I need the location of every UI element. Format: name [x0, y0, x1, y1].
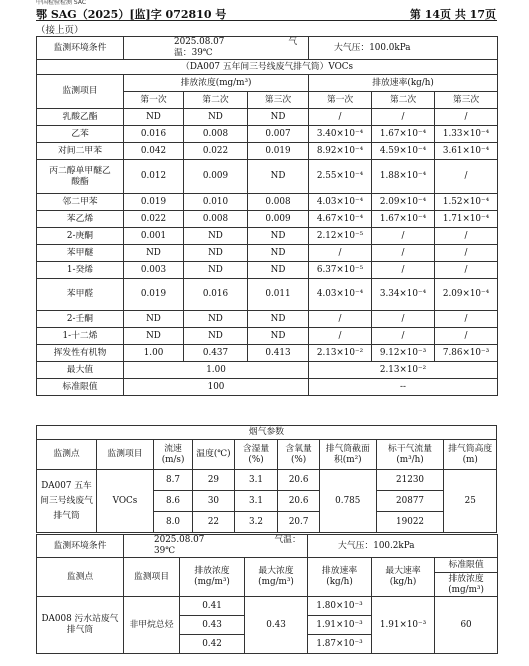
cell-value: 7.86×10⁻³ [435, 345, 498, 362]
cell-value: 0.016 [124, 126, 184, 143]
flue-std: 19022 [376, 512, 444, 533]
cell-value: 0.019 [248, 143, 309, 160]
item-label: 监测项目 [37, 75, 124, 109]
cell-value: / [372, 245, 435, 262]
cell-value: 2.55×10⁻⁴ [309, 160, 372, 194]
cell-value: 0.009 [184, 160, 248, 194]
compound-name: 邻二甲苯 [37, 194, 124, 211]
table-row [37, 262, 498, 279]
h-maxconc: 最大浓度(mg/m³) [245, 558, 308, 597]
table-title: （DA007 五年间三号线废气排气筒）VOCs [37, 60, 498, 75]
compound-name: 对间二甲苯 [37, 143, 124, 160]
flue-flow: 8.6 [153, 491, 192, 512]
cell-value: 3.34×10⁻⁴ [372, 279, 435, 311]
round-header-3: 第一次 [309, 92, 372, 109]
cell-value: / [435, 109, 498, 126]
flue-area: 0.785 [319, 470, 376, 533]
nmhc-item: 非甲烷总烃 [124, 597, 180, 654]
limit-rate: -- [309, 379, 498, 396]
cell-value: 0.007 [248, 126, 309, 143]
nmhc-table [36, 534, 498, 654]
cell-value: / [435, 160, 498, 194]
cell-value: ND [124, 245, 184, 262]
cell-value: ND [248, 328, 309, 345]
cell-value: 0.008 [184, 126, 248, 143]
cell-value: / [372, 311, 435, 328]
cell-value: / [435, 311, 498, 328]
cell-value: ND [124, 109, 184, 126]
nmhc-conc-3: 0.42 [180, 635, 245, 654]
flue-item: VOCs [97, 470, 154, 533]
flue-oxy: 20.6 [278, 470, 320, 491]
compound-name: 挥发性有机物 [37, 345, 124, 362]
flue-header-8: 排气筒高度(m) [444, 440, 497, 470]
cell-value: 1.71×10⁻⁴ [435, 211, 498, 228]
cell-value: / [309, 109, 372, 126]
cell-value: 4.67×10⁻⁴ [309, 211, 372, 228]
cell-value: 4.59×10⁻⁴ [372, 143, 435, 160]
cell-value: / [372, 262, 435, 279]
voc-table [36, 36, 498, 396]
cell-value: ND [248, 109, 309, 126]
h-rate: 排放速率(kg/h) [308, 558, 372, 597]
flue-temp: 30 [193, 491, 235, 512]
cell-value: ND [124, 328, 184, 345]
cell-value: 0.008 [184, 211, 248, 228]
header-rule [36, 20, 497, 21]
table-row [37, 211, 498, 228]
cell-value: 1.67×10⁻⁴ [372, 126, 435, 143]
page-header [36, 4, 496, 20]
cell-value: ND [248, 160, 309, 194]
table-row [37, 228, 498, 245]
cell-value: 2.09×10⁻⁴ [435, 279, 498, 311]
cell-value: 0.001 [124, 228, 184, 245]
compound-name: 丙二醇单甲醚乙酸酯 [37, 160, 124, 194]
max-conc: 1.00 [124, 362, 309, 379]
max-label: 最大值 [37, 362, 124, 379]
h-point: 监测点 [37, 558, 124, 597]
cell-value: 0.413 [248, 345, 309, 362]
flue-header-0: 监测点 [37, 440, 97, 470]
cell-value: ND [248, 262, 309, 279]
table-row [37, 328, 498, 345]
round-header-4: 第二次 [372, 92, 435, 109]
cell-value: / [309, 311, 372, 328]
cell-value: 1.88×10⁻⁴ [372, 160, 435, 194]
cell-value: ND [248, 311, 309, 328]
cell-value: 2.12×10⁻⁵ [309, 228, 372, 245]
flue-height: 25 [444, 470, 497, 533]
table-row [37, 470, 497, 491]
cell-value: 0.042 [124, 143, 184, 160]
nmhc-conc-1: 0.41 [180, 597, 245, 616]
nmhc-limit: 60 [435, 597, 498, 654]
cell-value: 0.019 [124, 279, 184, 311]
cell-value: / [435, 228, 498, 245]
h-item: 监测项目 [124, 558, 180, 597]
cell-value: / [435, 328, 498, 345]
cell-value: 0.009 [248, 211, 309, 228]
rate-label: 排放速率(kg/h) [309, 75, 498, 92]
cell-value: 0.016 [184, 279, 248, 311]
cell-value: 4.03×10⁻⁴ [309, 279, 372, 311]
cell-value: ND [124, 311, 184, 328]
cell-value: / [372, 109, 435, 126]
flue-header-1: 监测项目 [97, 440, 154, 470]
flue-header-2: 流速(m/s) [153, 440, 192, 470]
env-date-2: 2025.08.07 气温：39℃ [124, 535, 308, 558]
flue-header-4: 含湿量(%) [234, 440, 278, 470]
flue-gas-table [36, 425, 497, 533]
flue-header-6: 排气筒截面积(m²) [319, 440, 376, 470]
cell-value: / [309, 328, 372, 345]
env-date: 2025.08.07 气温：39℃ [124, 37, 309, 60]
nmhc-rate-2: 1.91×10⁻³ [308, 616, 372, 635]
compound-name: 苯甲醚 [37, 245, 124, 262]
cell-value: 0.011 [248, 279, 309, 311]
table-row [37, 245, 498, 262]
cell-value: ND [184, 228, 248, 245]
flue-header-7: 标干气流量(m³/h) [376, 440, 444, 470]
flue-temp: 29 [193, 470, 235, 491]
cell-value: / [372, 228, 435, 245]
cell-value: 0.008 [248, 194, 309, 211]
table-row [37, 345, 498, 362]
compound-name: 1-十二烯 [37, 328, 124, 345]
table-row [37, 126, 498, 143]
flue-header-3: 温度(℃) [193, 440, 235, 470]
compound-name: 乙苯 [37, 126, 124, 143]
flue-std: 20877 [376, 491, 444, 512]
h-limit-conc: 排放浓度(mg/m³) [435, 573, 498, 597]
flue-flow: 8.0 [153, 512, 192, 533]
logo-strip: 中国检验检测 SAC [36, 0, 87, 5]
flue-title: 烟气参数 [37, 426, 497, 440]
page-number: 第 14页 共 17页 [409, 8, 496, 21]
compound-name: 1-癸烯 [37, 262, 124, 279]
compound-name: 2-壬酮 [37, 311, 124, 328]
round-header-5: 第三次 [435, 92, 498, 109]
nmhc-maxrate: 1.91×10⁻³ [372, 597, 435, 654]
cell-value: ND [248, 228, 309, 245]
cell-value: / [435, 262, 498, 279]
cell-value: 0.003 [124, 262, 184, 279]
doc-number: 鄂 SAG（2025）[监]字 072810 号 [36, 8, 227, 21]
cell-value: / [372, 328, 435, 345]
table-row [37, 109, 498, 126]
env-pressure: 大气压：100.0kPa [309, 37, 498, 60]
cell-value: ND [184, 109, 248, 126]
cell-value: 1.00 [124, 345, 184, 362]
h-conc: 排放浓度(mg/m³) [180, 558, 245, 597]
cell-value: 0.022 [184, 143, 248, 160]
cell-value: 4.03×10⁻⁴ [309, 194, 372, 211]
table-row [37, 194, 498, 211]
h-maxrate: 最大速率(kg/h) [372, 558, 435, 597]
limit-label: 标准限值 [37, 379, 124, 396]
cell-value: 1.33×10⁻⁴ [435, 126, 498, 143]
cell-value: ND [184, 328, 248, 345]
cell-value: / [309, 245, 372, 262]
compound-name: 2-庚酮 [37, 228, 124, 245]
cell-value: 2.13×10⁻² [309, 345, 372, 362]
cell-value: / [435, 245, 498, 262]
compound-name: 苯甲醛 [37, 279, 124, 311]
nmhc-rate-3: 1.87×10⁻³ [308, 635, 372, 654]
flue-moist: 3.1 [234, 491, 278, 512]
round-header-0: 第一次 [124, 92, 184, 109]
cell-value: 3.61×10⁻⁴ [435, 143, 498, 160]
table-row [37, 143, 498, 160]
cell-value: 8.92×10⁻⁴ [309, 143, 372, 160]
cell-value: ND [184, 311, 248, 328]
cell-value: 0.019 [124, 194, 184, 211]
nmhc-point: DA008 污水站废气排气筒 [37, 597, 124, 654]
cell-value: 9.12×10⁻³ [372, 345, 435, 362]
cell-value: 1.67×10⁻⁴ [372, 211, 435, 228]
round-header-1: 第二次 [184, 92, 248, 109]
table-row [37, 311, 498, 328]
cell-value: 2.09×10⁻⁴ [372, 194, 435, 211]
cell-value: 1.52×10⁻⁴ [435, 194, 498, 211]
flue-oxy: 20.6 [278, 491, 320, 512]
cell-value: 0.012 [124, 160, 184, 194]
env-label-2: 监测环境条件 [37, 535, 124, 558]
env-label: 监测环境条件 [37, 37, 124, 60]
compound-name: 乳酸乙酯 [37, 109, 124, 126]
flue-point: DA007 五车间三号线废气排气筒 [37, 470, 97, 533]
env-pressure-2: 大气压：100.2kPa [308, 535, 498, 558]
compound-name: 苯乙烯 [37, 211, 124, 228]
cell-value: 0.010 [184, 194, 248, 211]
flue-moist: 3.1 [234, 470, 278, 491]
nmhc-rate-1: 1.80×10⁻³ [308, 597, 372, 616]
table-row [37, 160, 498, 194]
flue-temp: 22 [193, 512, 235, 533]
flue-oxy: 20.7 [278, 512, 320, 533]
cell-value: ND [248, 245, 309, 262]
cell-value: ND [184, 245, 248, 262]
flue-header-5: 含氧量(%) [278, 440, 320, 470]
cell-value: ND [184, 262, 248, 279]
limit-conc: 100 [124, 379, 309, 396]
nmhc-conc-2: 0.43 [180, 616, 245, 635]
max-rate: 2.13×10⁻² [309, 362, 498, 379]
flue-std: 21230 [376, 470, 444, 491]
conc-label: 排放浓度(mg/m³) [124, 75, 309, 92]
table-row [37, 279, 498, 311]
cell-value: 6.37×10⁻⁵ [309, 262, 372, 279]
flue-moist: 3.2 [234, 512, 278, 533]
round-header-2: 第三次 [248, 92, 309, 109]
cell-value: 0.437 [184, 345, 248, 362]
h-limit: 标准限值 [435, 558, 498, 573]
cell-value: 3.40×10⁻⁴ [309, 126, 372, 143]
nmhc-maxconc: 0.43 [245, 597, 308, 654]
cell-value: 0.022 [124, 211, 184, 228]
continued-note: （接上页） [36, 25, 84, 36]
flue-flow: 8.7 [153, 470, 192, 491]
